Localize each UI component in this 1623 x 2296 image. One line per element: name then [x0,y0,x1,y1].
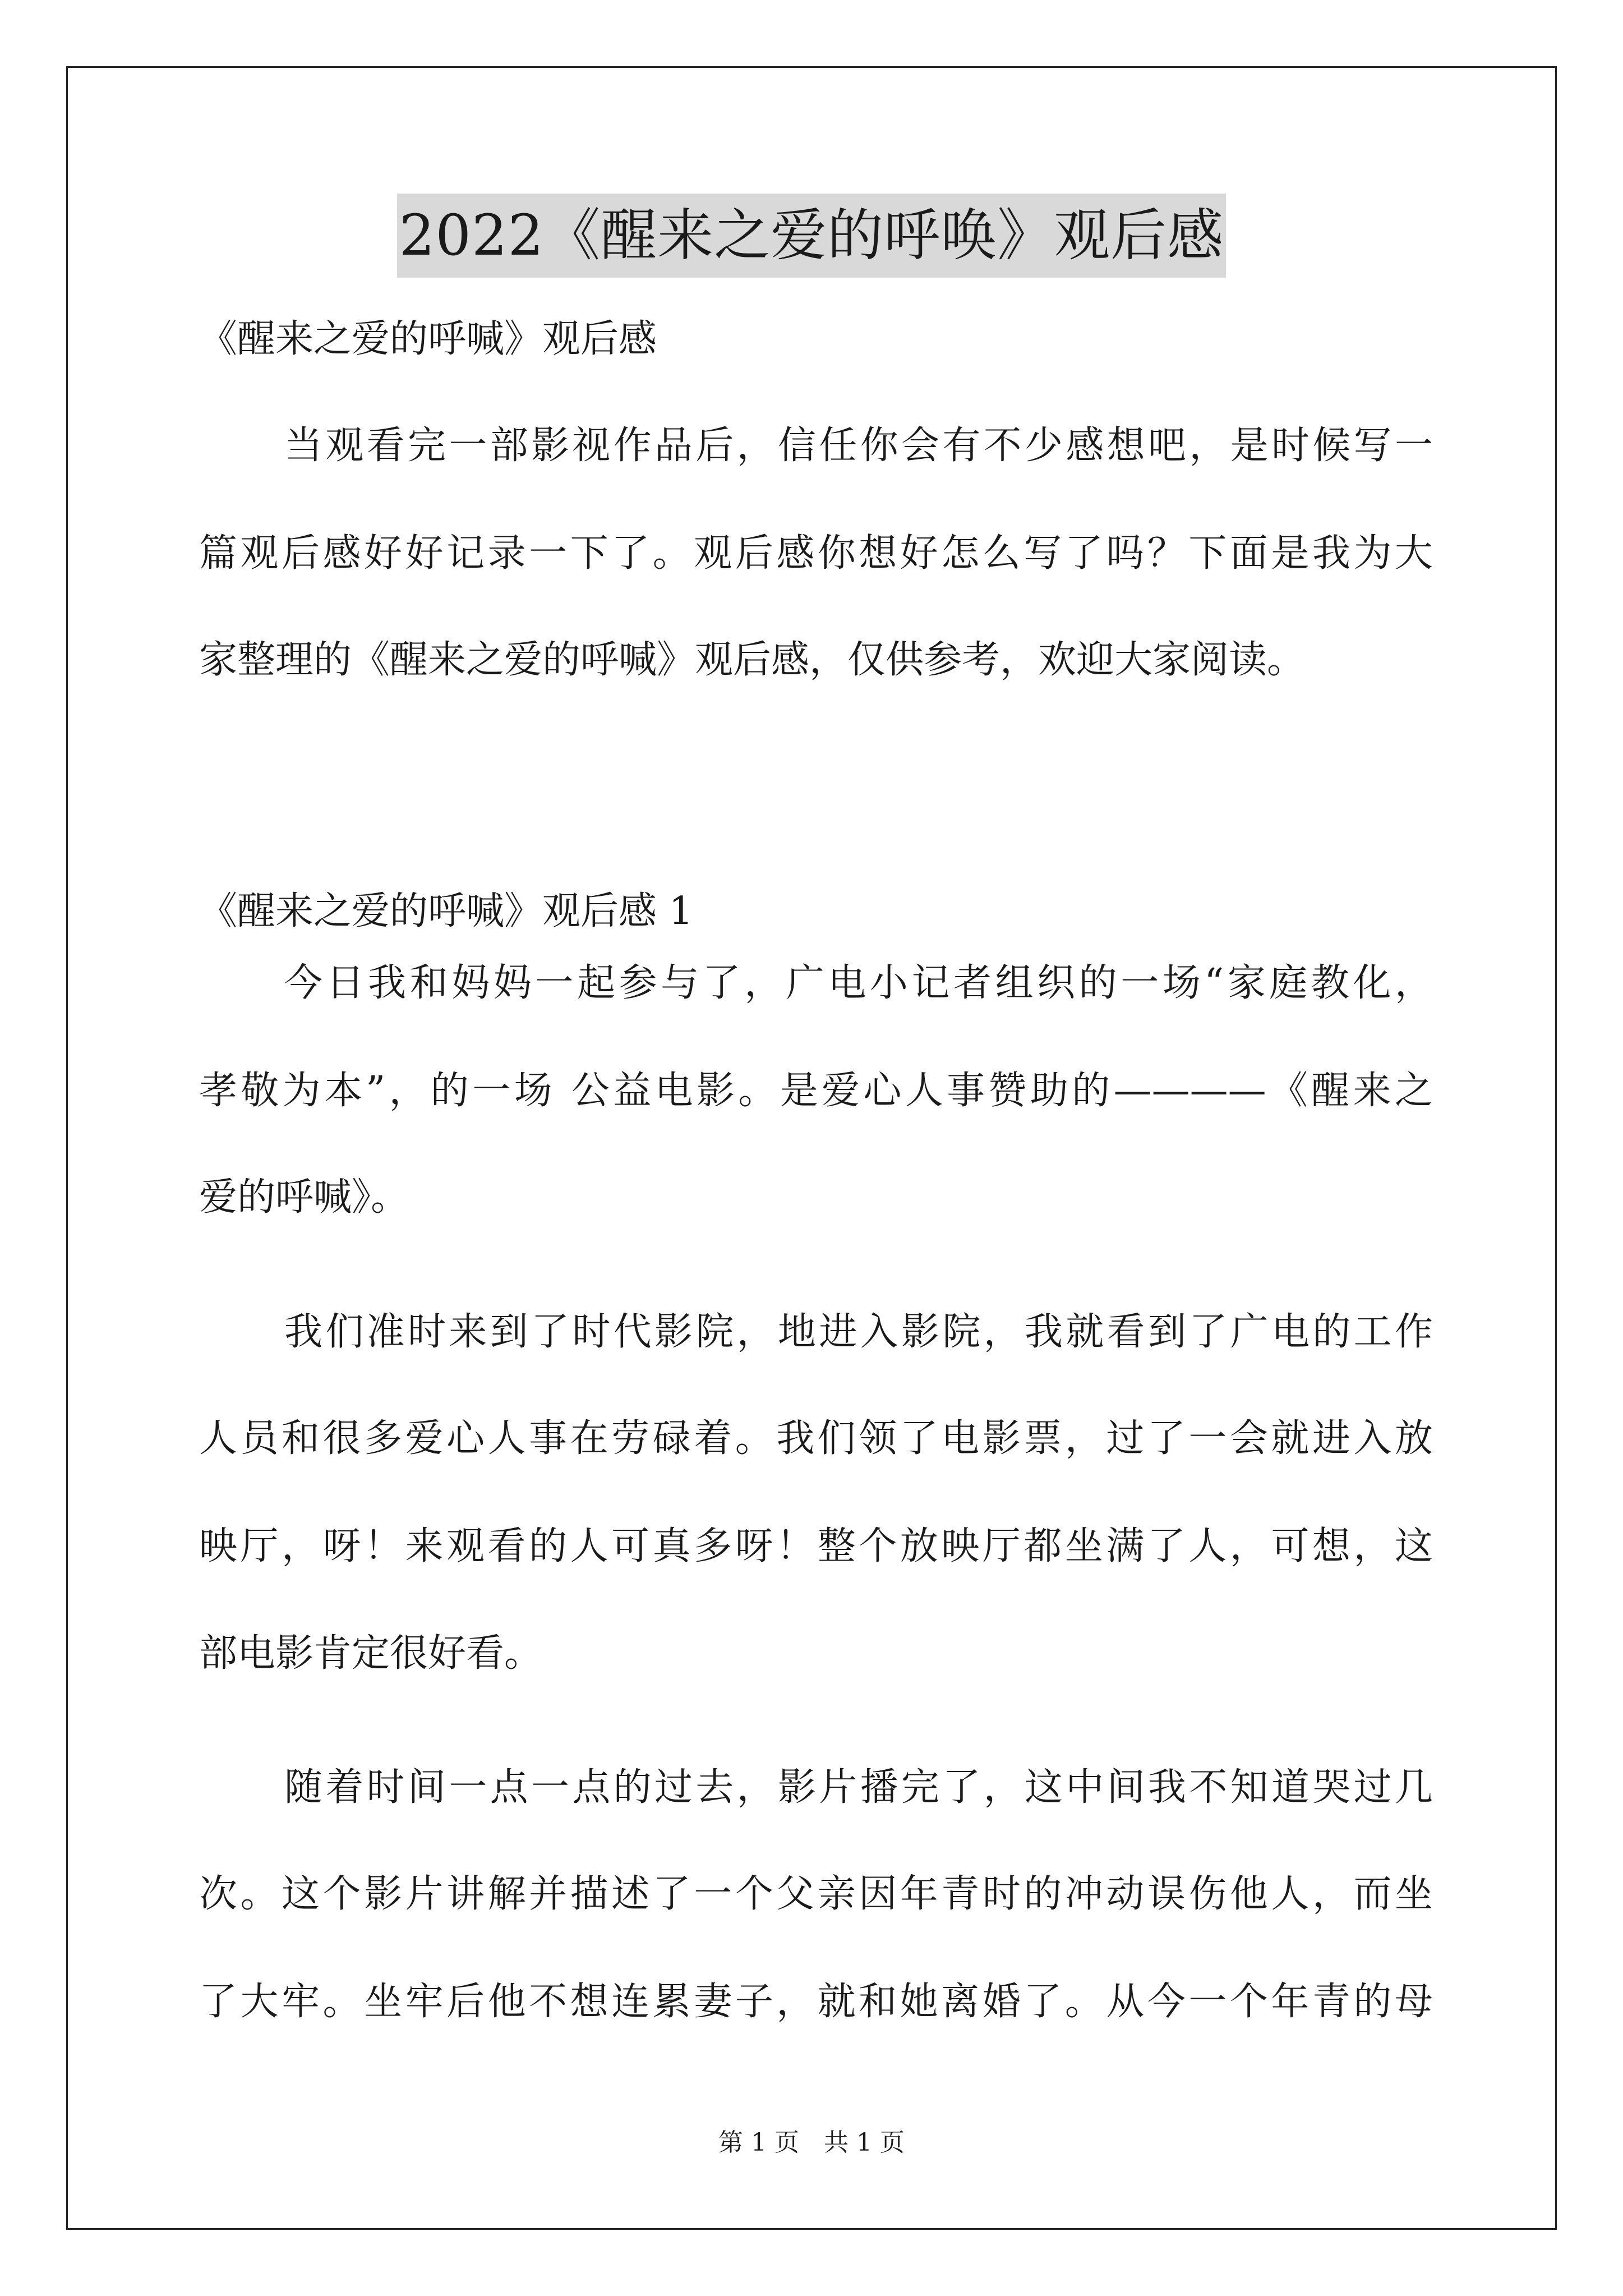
paragraph-line: 随着时间一点一点的过去，影片播完了，这中间我不知道哭过几 [284,1765,1433,1810]
paragraph-line: 孝敬为本”，的一场 公益电影。是爱心人事赞助的————《醒来之 [199,1069,1433,1113]
paragraph-line: 今日我和妈妈一起参与了，广电小记者组织的一场“家庭教化， [284,961,1433,1005]
paragraph-line: 部电影肯定很好看。 [199,1631,543,1676]
paragraph-line: 我们准时来到了时代影院，地进入影院，我就看到了广电的工作 [284,1310,1433,1354]
document-title: 2022《醒来之爱的呼唤》观后感 [397,194,1227,278]
page-footer: 第 1 页 共 1 页 [718,2128,905,2157]
section-heading: 《醒来之爱的呼喊》观后感 [199,317,657,361]
title-container [0,194,1623,278]
paragraph-line: 篇观后感好好记录一下了。观后感你想好怎么写了吗？下面是我为大 [199,531,1433,576]
paragraph-line: 了大牢。坐牢后他不想连累妻子，就和她离婚了。从今一个年青的母 [199,1980,1433,2024]
paragraph-line: 人员和很多爱心人事在劳碌着。我们领了电影票，过了一会就进入放 [199,1416,1433,1461]
paragraph-line: 爱的呼喊》。 [199,1175,409,1220]
section-heading: 《醒来之爱的呼喊》观后感 1 [199,889,693,933]
paragraph-line: 次。这个影片讲解并描述了一个父亲因年青时的冲动误伤他人，而坐 [199,1872,1433,1916]
paragraph-line: 家整理的《醒来之爱的呼喊》观后感，仅供参考，欢迎大家阅读。 [199,638,1306,682]
paragraph-line: 映厅，呀！来观看的人可真多呀！整个放映厅都坐满了人，可想，这 [199,1524,1433,1568]
paragraph-line: 当观看完一部影视作品后，信任你会有不少感想吧，是时候写一 [284,424,1433,468]
